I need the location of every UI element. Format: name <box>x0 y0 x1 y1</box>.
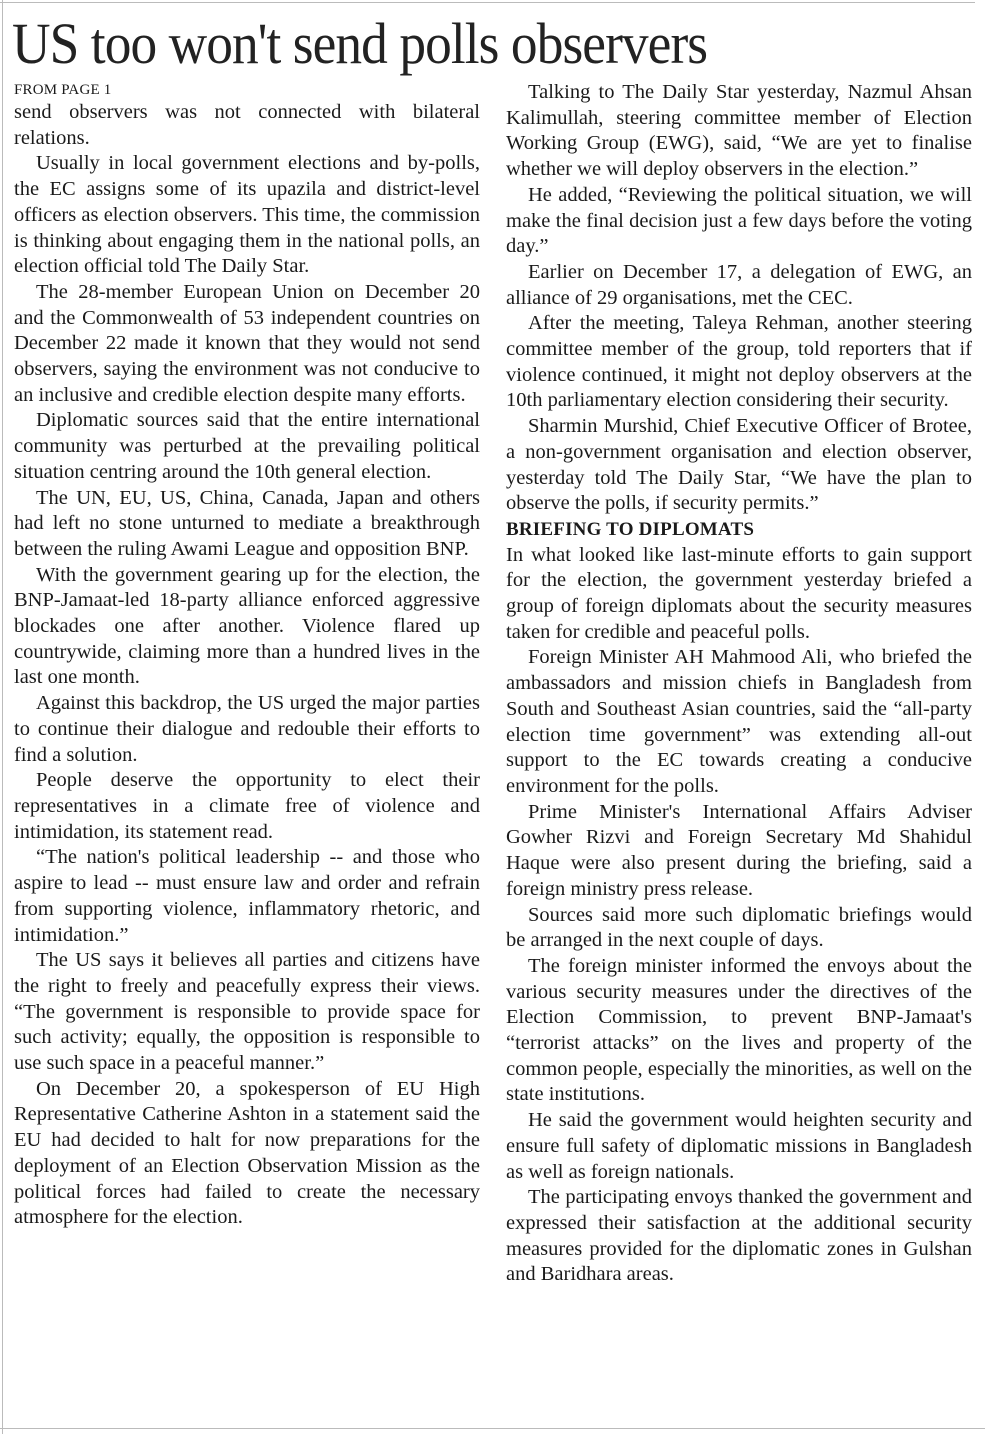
paragraph: The US says it believes all parties and citizens have the right to freely and peacefully express their views. “The government is responsible to provide space for such activity; equally, the opposition is responsible to use such space in a peaceful manner.” <box>14 949 480 1075</box>
paragraph: The 28-member European Union on December 20 and the Commonwealth of 53 independent countries on December 22 made it known that they would not send observers, saying the environment was not conducive to an inclusive and credible election despite many efforts. <box>14 280 480 406</box>
paragraph: Prime Minister's International Affairs Adviser Gowher Rizvi and Foreign Secretary Md Shahidul Haque were also present during the briefing, said a foreign ministry press release. <box>506 800 972 900</box>
paragraph: Against this backdrop, the US urged the major parties to continue their dialogue and redouble their efforts to find a solution. <box>14 692 480 766</box>
paragraph: In what looked like last-minute efforts to gain support for the election, the government yesterday briefed a group of foreign diplomats about the security measures taken for credible and peaceful polls. <box>506 543 972 643</box>
subhead: BRIEFING TO DIPLOMATS <box>506 518 755 540</box>
paragraph: After the meeting, Taleya Rehman, another steering committee member of the group, told reporters that if violence continued, it might not deploy observers at the 10th parliamentary election considering their security. <box>506 312 972 412</box>
paragraph: “The nation's political leadership -- and those who aspire to lead -- must ensure law and order and refrain from supporting violence, inflammatory rhetoric, and intimidation.” <box>14 846 480 946</box>
paragraph: Talking to The Daily Star yesterday, Nazmul Ahsan Kalimullah, steering committee member of Election Working Group (EWG), said, “We are yet to finalise whether we will deploy observers in the election.” <box>506 81 972 181</box>
paragraph: Sources said more such diplomatic briefings would be arranged in the next couple of days. <box>506 903 972 952</box>
paragraph: Sharmin Murshid, Chief Executive Officer of Brotee, a non-government organisation and election observer, yesterday told The Daily Star, “We have the plan to observe the polls, if security permits.” <box>506 415 972 515</box>
paragraph: Earlier on December 17, a delegation of EWG, an alliance of 29 organisations, met the CEC. <box>506 260 972 309</box>
paragraph: Usually in local government elections and by-polls, the EC assigns some of its upazila and district-level officers as election observers. This time, the commission is thinking about engaging them in the national polls, an election official told The Daily Star. <box>14 152 480 278</box>
left-column <box>14 80 480 1231</box>
paragraph: On December 20, a spokesperson of EU High Representative Catherine Ashton in a statement said the EU had decided to halt for now preparations for the deployment of an Election Observation Mission as the political forces had failed to create the necessary atmosphere for the election. <box>14 1077 480 1229</box>
paragraph: The participating envoys thanked the government and expressed their satisfaction at the additional security measures provided for the diplomatic zones in Gulshan and Baridhara areas. <box>506 1186 972 1286</box>
paragraph: With the government gearing up for the election, the BNP-Jamaat-led 18-party alliance enforced aggressive blockades one after another. Violence flared up countrywide, claiming more than a hundred lives in the last one month. <box>14 563 480 689</box>
paragraph: The UN, EU, US, China, Canada, Japan and others had left no stone unturned to mediate a breakthrough between the ruling Awami League and opposition BNP. <box>14 486 480 560</box>
paragraph: People deserve the opportunity to elect their representatives in a climate free of violence and intimidation, its statement read. <box>14 769 480 843</box>
paragraph: The foreign minister informed the envoys about the various security measures under the directives of the Election Commission, to prevent BNP-Jamaat's “terrorist attacks” on the lives and property of the common people, especially the minorities, as well on the state institutions. <box>506 954 972 1106</box>
paragraph: Foreign Minister AH Mahmood Ali, who briefed the ambassadors and mission chiefs in Bangladesh from South and Southeast Asian countries, said the “all-party election time government” was extending all-out support to the EC towards creating a conducive environment for the polls. <box>506 646 972 797</box>
paragraph: He added, “Reviewing the political situation, we will make the final decision just a few days before the voting day.” <box>506 183 972 258</box>
paragraph: He said the government would heighten security and ensure full safety of diplomatic missions in Bangladesh as well as foreign nationals. <box>506 1109 972 1183</box>
clipping-border-top <box>0 2 975 3</box>
clipping-border-left <box>2 0 3 1434</box>
headline: US too won't send polls observers <box>12 11 708 76</box>
clipping-border-bottom <box>0 1428 985 1429</box>
right-column <box>506 80 972 1288</box>
paragraph: Diplomatic sources said that the entire international community was perturbed at the prevailing political situation centring around the 10th general election. <box>14 409 480 483</box>
paragraph: send observers was not connected with bilateral relations. <box>14 101 480 149</box>
kicker: FROM PAGE 1 <box>14 82 112 98</box>
